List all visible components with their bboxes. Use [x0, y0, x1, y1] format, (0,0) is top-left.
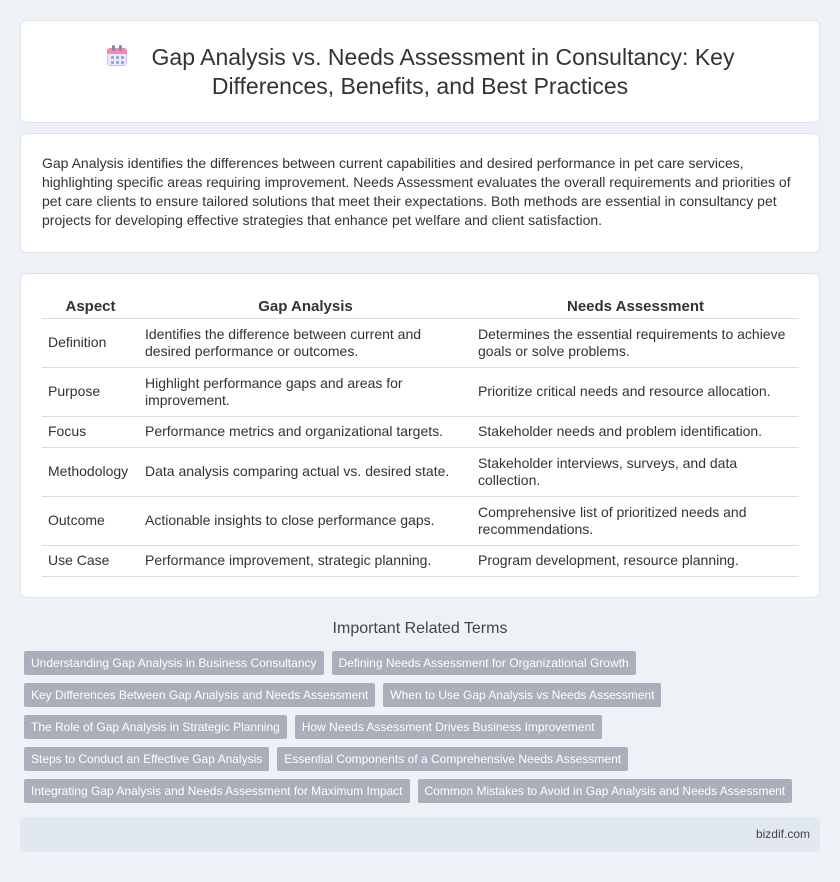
- row-gap-analysis: Data analysis comparing actual vs. desired state.: [139, 447, 472, 496]
- row-needs-assessment: Program development, resource planning.: [472, 545, 799, 576]
- footer: [20, 817, 820, 852]
- row-aspect: Purpose: [42, 367, 139, 416]
- calendar-icon: [106, 45, 128, 67]
- row-gap-analysis: Highlight performance gaps and areas for improvement.: [139, 367, 472, 416]
- header-needs-assessment: Needs Assessment: [472, 296, 799, 318]
- row-gap-analysis: Performance improvement, strategic planning.: [139, 545, 472, 576]
- related-term-tag[interactable]: The Role of Gap Analysis in Strategic Planning: [24, 715, 287, 739]
- related-terms-title: Important Related Terms: [332, 620, 508, 637]
- related-term-tag[interactable]: Understanding Gap Analysis in Business Consultancy: [24, 651, 324, 675]
- intro-paragraph: Gap Analysis identifies the differences between current capabilities and desired performance in pet care services, highlighting specific areas requiring improvement. Needs Assessment evaluates the overall requirements and priorities of pet care clients to ensure tailored solutions that meet their expectations. Both methods are essential in consultancy pet projects for developing effective strategies that enhance pet welfare and client satisfaction.: [42, 155, 791, 228]
- related-term-tag[interactable]: Steps to Conduct an Effective Gap Analysis: [24, 747, 269, 771]
- row-needs-assessment: Stakeholder needs and problem identification.: [472, 416, 799, 447]
- table-row: [42, 318, 799, 367]
- row-aspect: Use Case: [42, 545, 139, 576]
- row-aspect: Definition: [42, 318, 139, 367]
- intro-card: [20, 133, 820, 253]
- row-needs-assessment: Determines the essential requirements to achieve goals or solve problems.: [472, 318, 799, 367]
- comparison-table: [42, 296, 799, 577]
- row-needs-assessment: Prioritize critical needs and resource allocation.: [472, 367, 799, 416]
- row-needs-assessment: Comprehensive list of prioritized needs and recommendations.: [472, 496, 799, 545]
- header-gap-analysis: Gap Analysis: [139, 296, 472, 318]
- table-row: [42, 447, 799, 496]
- related-term-tag[interactable]: Essential Components of a Comprehensive Needs Assessment: [277, 747, 628, 771]
- row-gap-analysis: Performance metrics and organizational targets.: [139, 416, 472, 447]
- table-row: [42, 496, 799, 545]
- related-term-tag[interactable]: Defining Needs Assessment for Organizational Growth: [332, 651, 636, 675]
- related-term-tag[interactable]: When to Use Gap Analysis vs Needs Assessment: [383, 683, 661, 707]
- row-needs-assessment: Stakeholder interviews, surveys, and data collection.: [472, 447, 799, 496]
- comparison-card: [20, 273, 820, 598]
- related-term-tag[interactable]: Integrating Gap Analysis and Needs Assessment for Maximum Impact: [24, 779, 410, 803]
- table-row: [42, 416, 799, 447]
- title-wrap: [61, 43, 779, 101]
- header-card: [20, 20, 820, 123]
- related-terms-list: [24, 651, 820, 811]
- row-gap-analysis: Identifies the difference between current and desired performance or outcomes.: [139, 318, 472, 367]
- table-row: [42, 545, 799, 576]
- related-term-tag[interactable]: Common Mistakes to Avoid in Gap Analysis and Needs Assessment: [418, 779, 793, 803]
- row-gap-analysis: Actionable insights to close performance gaps.: [139, 496, 472, 545]
- related-term-tag[interactable]: Key Differences Between Gap Analysis and Needs Assessment: [24, 683, 375, 707]
- row-aspect: Methodology: [42, 447, 139, 496]
- table-row: [42, 367, 799, 416]
- page-title: Gap Analysis vs. Needs Assessment in Consultancy: Key Differences, Benefits, and Best Practices: [151, 44, 735, 99]
- header-aspect: Aspect: [42, 296, 139, 318]
- row-aspect: Focus: [42, 416, 139, 447]
- footer-site[interactable]: bizdif.com: [755, 827, 810, 841]
- related-term-tag[interactable]: How Needs Assessment Drives Business Improvement: [295, 715, 602, 739]
- table-header-row: [42, 296, 799, 318]
- row-aspect: Outcome: [42, 496, 139, 545]
